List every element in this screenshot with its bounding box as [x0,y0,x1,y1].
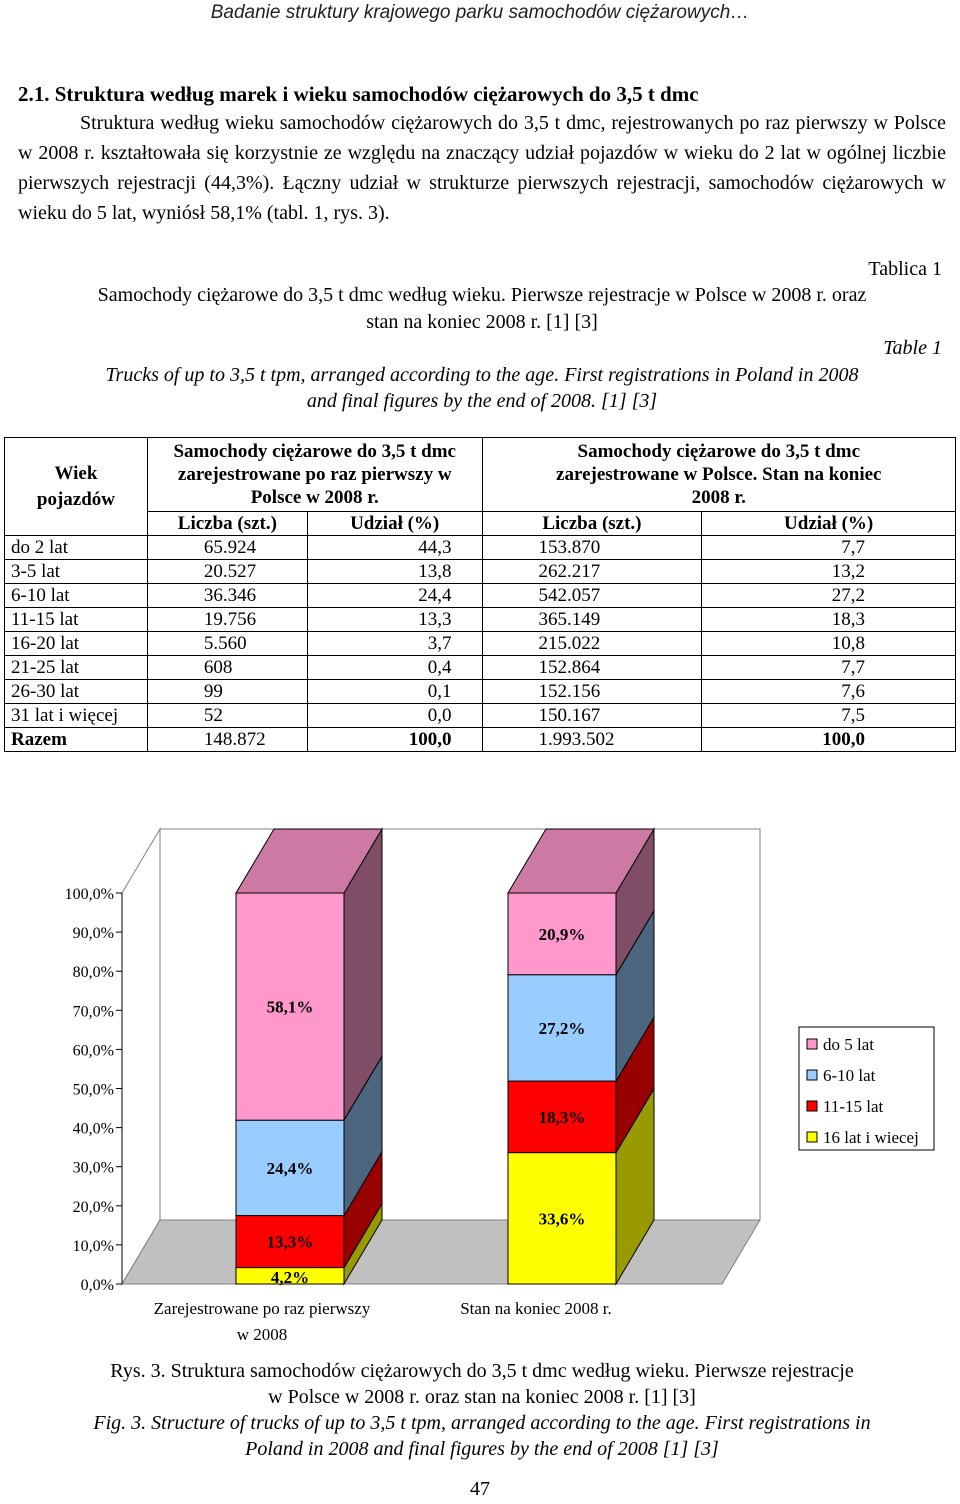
y-tick-label: 100,0% [64,886,114,903]
bar-data-label: 18,3% [538,1107,586,1127]
row-count-1: 20.527 [147,560,307,584]
y-tick-label: 10,0% [72,1237,114,1255]
row-count-1: 608 [147,656,307,680]
table-row [5,656,956,680]
row-count-2: 152.864 [482,656,702,680]
bar-data-label: 58,1% [266,997,314,1017]
figure-caption-en-line2: Poland in 2008 and final figures by the end of 2008 [1] [3] [245,1438,719,1460]
table-row [5,536,956,560]
legend-label: 11-15 lat [823,1097,884,1116]
chart-side-wall [122,829,160,1284]
table-row [5,704,956,728]
legend-label: 16 lat i wiecej [823,1128,919,1147]
row-share-2: 7,7 [702,536,956,560]
row-share-1: 0,0 [307,704,482,728]
figure-caption-pl-line1: Rys. 3. Struktura samochodów ciężarowych do 3,5 t dmc według wieku. Pierwsze rejestracje [110,1360,854,1382]
x-category-label: w 2008 [236,1325,288,1344]
row-share-2: 7,5 [702,704,956,728]
y-tick-label: 30,0% [72,1159,114,1177]
row-count-2: 150.167 [482,704,702,728]
bar-data-label: 13,3% [266,1232,314,1252]
row-share-2: 10,8 [702,632,956,656]
row-share-2: 13,2 [702,560,956,584]
bar-data-label: 33,6% [538,1209,586,1229]
total-count-1: 148.872 [147,728,307,752]
table-row [5,560,956,584]
y-tick-label: 40,0% [72,1120,114,1138]
total-share-1: 100,0 [307,728,482,752]
legend-swatch [807,1039,817,1049]
table-row [5,608,956,632]
total-count-2: 1.993.502 [482,728,702,752]
section-heading: 2.1. Struktura według marek i wieku samochodów ciężarowych do 3,5 t dmc [18,82,699,106]
table-title-pl-line1: Samochody ciężarowe do 3,5 t dmc według wieku. Pierwsze rejestracje w Polsce w 2008 r. oraz [97,284,867,306]
row-age: 3-5 lat [5,560,148,584]
bar-data-label: 27,2% [538,1018,586,1038]
header-count-2: Liczba (szt.) [482,512,702,536]
y-tick-label: 80,0% [72,964,114,982]
table-title-pl-line2: stan na koniec 2008 r. [1] [3] [366,311,598,333]
figure-caption-en-line1: Fig. 3. Structure of trucks of up to 3,5 t tpm, arranged according to the age. First registrations in [93,1412,871,1434]
table-title-en-line2: and final figures by the end of 2008. [1] [3] [306,390,658,412]
table-row [5,680,956,704]
total-share-2: 100,0 [702,728,956,752]
row-count-1: 19.756 [147,608,307,632]
row-count-1: 5.560 [147,632,307,656]
running-header: Badanie struktury krajowego parku samochodów ciężarowych… [210,2,750,23]
age-structure-table [4,437,956,752]
bar-data-label: 4,2% [270,1268,310,1287]
figure-caption-pl-line2: w Polsce w 2008 r. oraz stan na koniec 2008 r. [1] [3] [268,1386,696,1408]
legend-label: do 5 lat [823,1035,874,1054]
row-share-2: 7,6 [702,680,956,704]
bar-data-label: 20,9% [538,924,586,944]
row-count-1: 52 [147,704,307,728]
table-row [5,632,956,656]
row-count-2: 542.057 [482,584,702,608]
legend-label: 6-10 lat [823,1066,876,1085]
row-share-1: 13,3 [307,608,482,632]
legend-swatch [807,1070,817,1080]
table-label-en: Table 1 [883,337,942,359]
row-age: 21-25 lat [5,656,148,680]
x-category-label: Zarejestrowane po raz pierwszy [153,1299,371,1318]
total-label: Razem [5,728,148,752]
header-count-1: Liczba (szt.) [147,512,307,536]
row-share-1: 0,4 [307,656,482,680]
page-number: 47 [470,1478,490,1500]
table-label-pl: Tablica 1 [868,258,942,280]
table-title-en-line1: Trucks of up to 3,5 t tpm, arranged according to the age. First registrations in Poland in 2008 [105,364,859,386]
body-paragraph: Struktura według wieku samochodów ciężarowych do 3,5 t dmc, rejestrowanych po raz pierwszy w Polsce w 2008 r. kształtowała się korzystnie ze względu na znaczący udział pojazdów w wieku do 2 lat w ogólnej liczbie pierwszych rejestracji (44,3%). Łączny udział w strukturze pierwszych rejestracji, samochodów ciężarowych w wieku do 5 lat, wyniósł 58,1% (tabl. 1, rys. 3). [18,112,946,224]
age-structure-chart [0,805,960,1355]
row-count-1: 99 [147,680,307,704]
row-share-2: 7,7 [702,656,956,680]
bar-data-label: 24,4% [266,1158,314,1178]
header-first-registrations: Samochody ciężarowe do 3,5 t dmc zarejestrowane po raz pierwszy w Polsce w 2008 r. [147,438,482,512]
y-tick-label: 60,0% [72,1042,114,1060]
row-count-2: 262.217 [482,560,702,584]
legend-swatch [807,1132,817,1142]
row-count-1: 36.346 [147,584,307,608]
y-tick-label: 70,0% [72,1003,114,1021]
row-count-1: 65.924 [147,536,307,560]
y-tick-label: 20,0% [72,1198,114,1216]
row-share-1: 0,1 [307,680,482,704]
row-age: 11-15 lat [5,608,148,632]
row-age: 26-30 lat [5,680,148,704]
header-age: Wiek pojazdów [5,438,148,536]
legend-swatch [807,1101,817,1111]
y-tick-label: 50,0% [72,1081,114,1099]
row-share-1: 44,3 [307,536,482,560]
row-age: 31 lat i więcej [5,704,148,728]
row-count-2: 365.149 [482,608,702,632]
row-share-2: 18,3 [702,608,956,632]
header-share-1: Udział (%) [307,512,482,536]
row-share-1: 3,7 [307,632,482,656]
row-share-1: 13,8 [307,560,482,584]
row-count-2: 152.156 [482,680,702,704]
header-end-of-year: Samochody ciężarowe do 3,5 t dmc zarejestrowane w Polsce. Stan na koniec 2008 r. [482,438,955,512]
y-tick-label: 0,0% [80,1277,114,1294]
header-share-2: Udział (%) [702,512,956,536]
table-row [5,584,956,608]
chart-floor [122,1220,760,1284]
row-age: 16-20 lat [5,632,148,656]
x-category-label: Stan na koniec 2008 r. [460,1299,612,1318]
row-age: do 2 lat [5,536,148,560]
row-count-2: 215.022 [482,632,702,656]
row-age: 6-10 lat [5,584,148,608]
row-share-2: 27,2 [702,584,956,608]
row-share-1: 24,4 [307,584,482,608]
y-tick-label: 90,0% [72,925,114,943]
row-count-2: 153.870 [482,536,702,560]
